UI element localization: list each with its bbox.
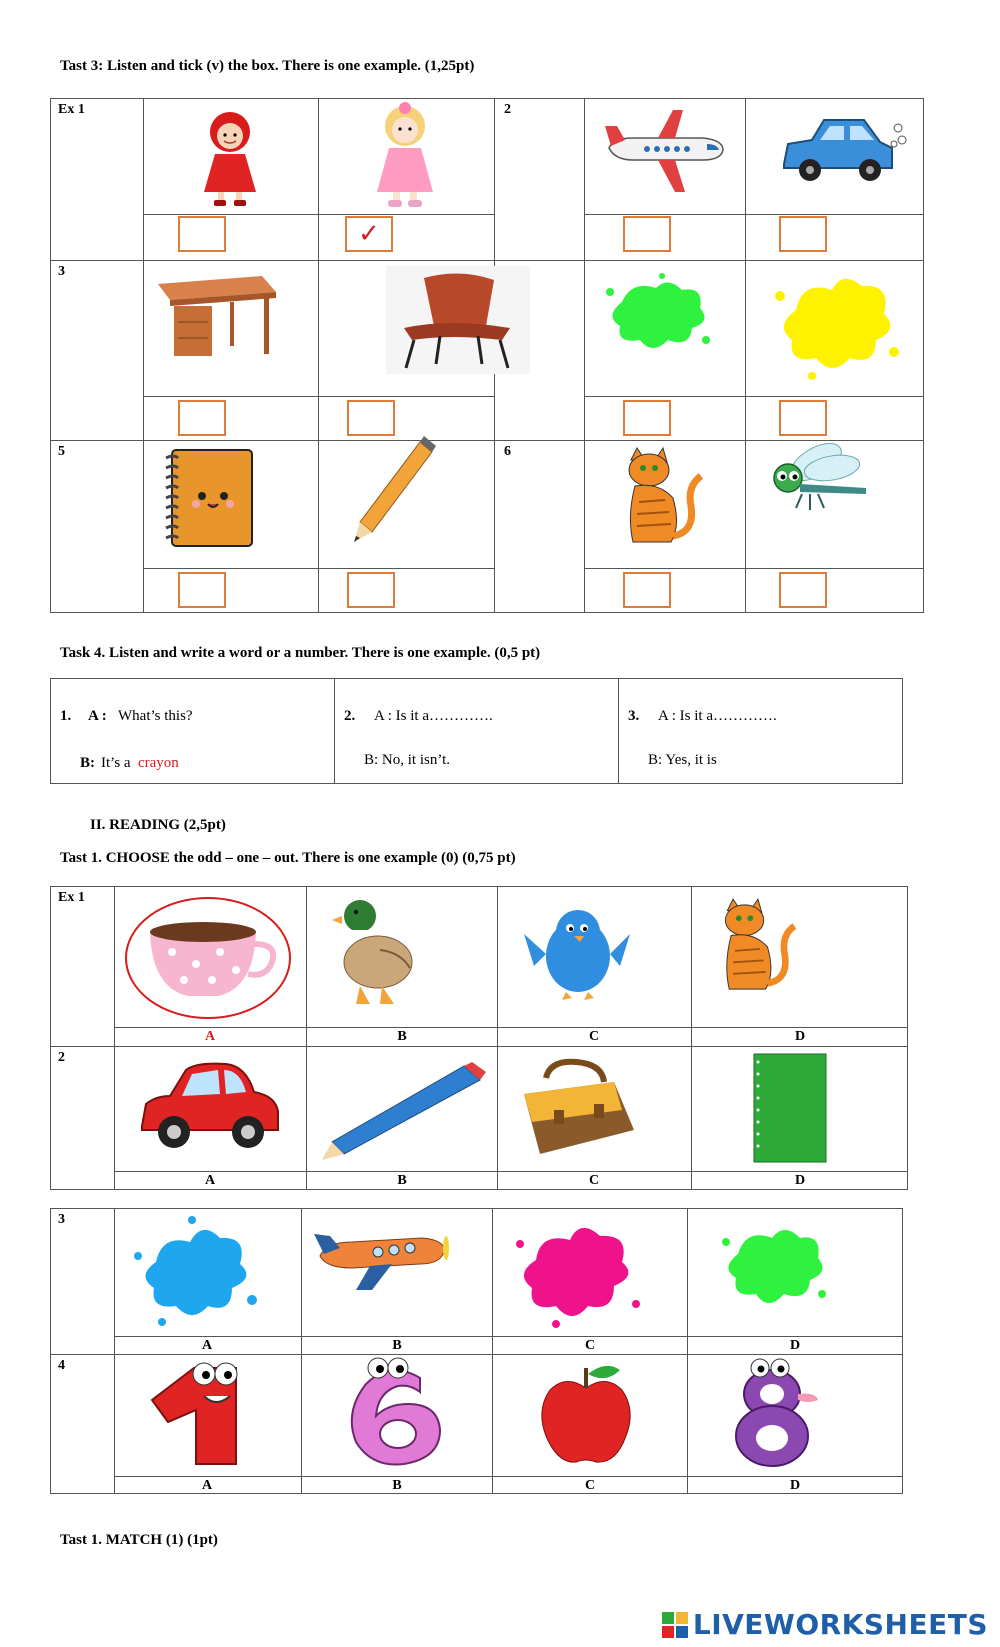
pen-icon[interactable]: [318, 1062, 488, 1162]
odd-4-letter-c: C: [584, 1478, 596, 1493]
bag-icon[interactable]: [510, 1058, 640, 1162]
tickbox-4-a[interactable]: [623, 400, 671, 436]
match-title: Tast 1. MATCH (1) (1pt): [60, 1532, 218, 1548]
odd-one-out-table-1: [50, 886, 908, 1190]
desk-icon: [150, 270, 280, 358]
tickbox-5-b[interactable]: [347, 572, 395, 608]
tick-mark: ✓: [358, 219, 380, 249]
liveworksheets-logo-text: LIVEWORKSHEETS: [692, 1608, 988, 1641]
odd-3-letter-d: D: [789, 1338, 801, 1353]
cat-icon: [615, 446, 709, 550]
odd-2-letter-d: D: [794, 1173, 806, 1188]
paint-splash-pink-icon[interactable]: [512, 1214, 642, 1330]
odd-4-letter-a: A: [201, 1478, 213, 1493]
paint-splash-green-icon: [602, 272, 714, 356]
tickbox-5-a[interactable]: [178, 572, 226, 608]
task3-label-6: 6: [504, 444, 511, 459]
odd-2-letter-b: B: [397, 1173, 407, 1188]
bird-icon[interactable]: [522, 894, 632, 1004]
task4-item2-num: 2.: [344, 708, 356, 724]
task4-item2-b-text: B: No, it isn’t.: [364, 752, 450, 768]
tickbox-ex1-a[interactable]: [178, 216, 226, 252]
tickbox-3-b[interactable]: [347, 400, 395, 436]
task4-title: Task 4. Listen and write a word or a number. There is one example. (0,5 pt): [60, 645, 541, 661]
odd-3-letter-b: B: [392, 1338, 402, 1353]
odd-4-letter-b: B: [392, 1478, 402, 1493]
odd-2-letter-c: C: [588, 1173, 600, 1188]
car-icon: [778, 108, 908, 194]
dragonfly-icon: [762, 438, 870, 528]
task3-label-2: 2: [504, 102, 511, 117]
duck-icon[interactable]: [330, 892, 420, 1012]
odd-label-ex1: Ex 1: [58, 890, 85, 905]
task4-item3-b-text: B: Yes, it is: [648, 752, 717, 768]
tickbox-6-a[interactable]: [623, 572, 671, 608]
odd-3-letter-c: C: [584, 1338, 596, 1353]
odd-label-3: 3: [58, 1212, 65, 1227]
number-eight-icon[interactable]: [726, 1358, 826, 1470]
reading-title: II. READING (2,5pt): [90, 817, 226, 833]
reading-task1-title: Tast 1. CHOOSE the odd – one – out. There is one example (0) (0,75 pt): [60, 850, 516, 866]
task4-table: [50, 678, 903, 784]
paint-splash-blue-icon[interactable]: [132, 1214, 258, 1330]
task3-label-5: 5: [58, 444, 65, 459]
odd-one-out-table-2: [50, 1208, 903, 1494]
odd-label-2: 2: [58, 1050, 65, 1065]
task3-label-ex1: Ex 1: [58, 102, 85, 117]
notebook-icon[interactable]: [750, 1052, 830, 1164]
liveworksheets-logo-icon: [661, 1611, 689, 1639]
pencil-icon: [350, 436, 440, 546]
odd-ex1-letter-a: A: [204, 1029, 216, 1044]
task3-label-3: 3: [58, 264, 65, 279]
odd-4-letter-d: D: [789, 1478, 801, 1493]
task3-table: [50, 98, 924, 613]
task4-item1-num: 1.: [60, 708, 72, 724]
tickbox-4-b[interactable]: [779, 400, 827, 436]
liveworksheets-logo: [661, 1608, 988, 1641]
tickbox-ex1-b[interactable]: [345, 216, 393, 252]
task4-item1-b-text: It’s a: [101, 755, 131, 771]
cup-icon[interactable]: [122, 892, 294, 1022]
cat-icon[interactable]: [712, 892, 802, 1002]
paint-splash-yellow-icon: [772, 266, 902, 382]
apple-icon[interactable]: [536, 1360, 636, 1470]
notebook-icon: [160, 446, 256, 550]
task4-item1-a-text: What’s this?: [118, 708, 193, 724]
odd-3-letter-a: A: [201, 1338, 213, 1353]
number-six-icon[interactable]: [336, 1356, 456, 1470]
task4-item1-answer: crayon: [138, 755, 179, 771]
odd-ex1-letter-d: D: [794, 1029, 806, 1044]
doll-red-icon: [180, 104, 280, 210]
tickbox-2-b[interactable]: [779, 216, 827, 252]
tickbox-2-a[interactable]: [623, 216, 671, 252]
car-icon[interactable]: [136, 1056, 284, 1156]
airplane-icon: [603, 108, 729, 196]
chair-icon: [390, 268, 526, 372]
paint-splash-green-icon[interactable]: [718, 1218, 830, 1318]
task4-item2-a-text[interactable]: A : Is it a………….: [374, 708, 493, 724]
task4-item3-num: 3.: [628, 708, 640, 724]
task4-item1-a-label: A :: [88, 708, 107, 724]
doll-pink-icon: [355, 100, 455, 212]
odd-ex1-letter-c: C: [588, 1029, 600, 1044]
airplane-icon[interactable]: [312, 1216, 450, 1292]
odd-2-letter-a: A: [204, 1173, 216, 1188]
tickbox-6-b[interactable]: [779, 572, 827, 608]
task3-title: Tast 3: Listen and tick (v) the box. There is one example. (1,25pt): [60, 58, 475, 74]
task4-item3-a-text[interactable]: A : Is it a………….: [658, 708, 777, 724]
odd-label-4: 4: [58, 1358, 65, 1373]
task4-item1-b-label: B:: [80, 755, 95, 771]
number-one-icon[interactable]: [138, 1360, 258, 1470]
tickbox-3-a[interactable]: [178, 400, 226, 436]
odd-ex1-letter-b: B: [397, 1029, 407, 1044]
